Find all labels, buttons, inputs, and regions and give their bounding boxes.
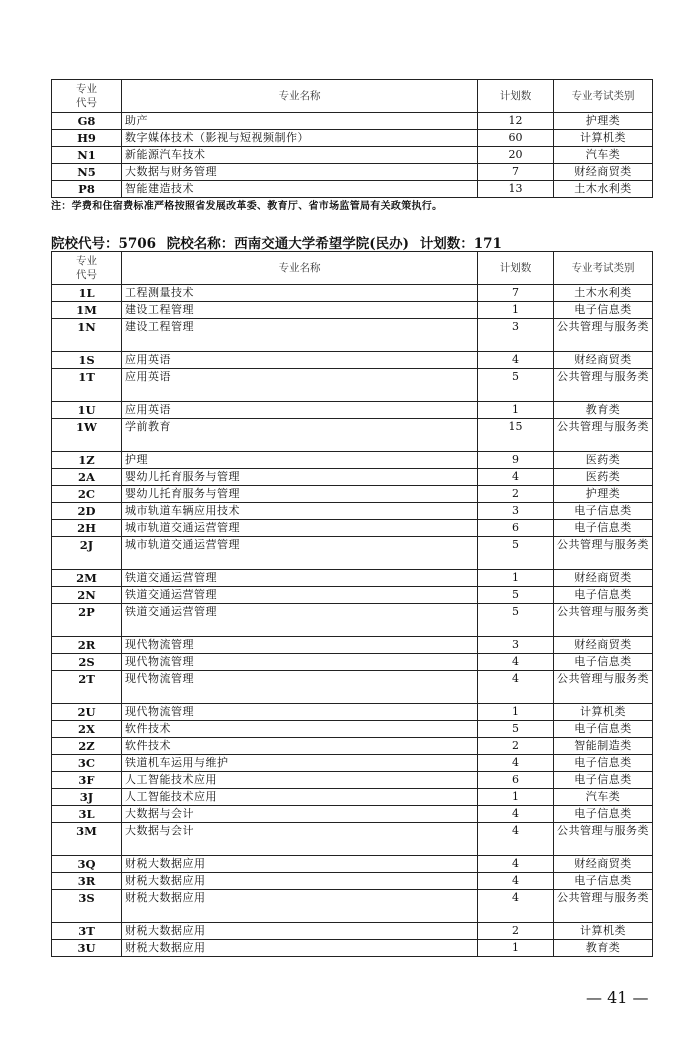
table-row (52, 302, 653, 319)
cell-exam-category: 电子信息类 (554, 772, 653, 789)
table-row (52, 637, 653, 654)
cell-exam-category: 电子信息类 (554, 587, 653, 604)
cell-code: 1Z (52, 452, 122, 469)
cell-exam-category: 电子信息类 (554, 806, 653, 823)
cell-exam-category: 电子信息类 (554, 503, 653, 520)
cell-major-name: 建设工程管理 (122, 302, 478, 319)
cell-exam-category: 护理类 (554, 113, 653, 130)
cell-code: N5 (52, 164, 122, 181)
page-number: — 41 — (586, 988, 649, 1007)
cell-plan-count: 60 (478, 130, 554, 147)
table-body (52, 252, 653, 957)
cell-major-name: 应用英语 (122, 352, 478, 369)
table-row (52, 873, 653, 890)
cell-plan-count: 4 (478, 469, 554, 486)
table-row (52, 721, 653, 738)
cell-code: 2S (52, 654, 122, 671)
cell-code: P8 (52, 181, 122, 198)
school-name: 院校名称：西南交通大学希望学院(民办) (166, 236, 410, 252)
fee-note: 注：学费和住宿费标准严格按照省发展改革委、教育厅、省市场监管局有关政策执行。 (51, 201, 443, 212)
cell-major-name: 城市轨道交通运营管理 (122, 537, 478, 570)
table-row (52, 285, 653, 302)
table-row (52, 806, 653, 823)
cell-plan-count: 5 (478, 537, 554, 570)
cell-code: 3F (52, 772, 122, 789)
cell-code: 2N (52, 587, 122, 604)
cell-major-name: 城市轨道交通运营管理 (122, 520, 478, 537)
cell-major-name: 学前教育 (122, 419, 478, 452)
cell-exam-category: 教育类 (554, 402, 653, 419)
table-row (52, 604, 653, 637)
table-row (52, 503, 653, 520)
header-name: 专业名称 (122, 252, 478, 285)
cell-plan-count: 4 (478, 856, 554, 873)
cell-code: 1N (52, 319, 122, 352)
cell-major-name: 铁道机车运用与维护 (122, 755, 478, 772)
cell-major-name: 城市轨道车辆应用技术 (122, 503, 478, 520)
header-code: 专业 代号 (52, 252, 122, 285)
table-row (52, 402, 653, 419)
cell-major-name: 大数据与财务管理 (122, 164, 478, 181)
cell-exam-category: 汽车类 (554, 789, 653, 806)
table-row (52, 923, 653, 940)
table-row (52, 319, 653, 352)
table-body (52, 80, 653, 198)
cell-plan-count: 1 (478, 302, 554, 319)
cell-major-name: 铁道交通运营管理 (122, 570, 478, 587)
cell-exam-category: 电子信息类 (554, 302, 653, 319)
cell-major-name: 大数据与会计 (122, 806, 478, 823)
cell-plan-count: 5 (478, 604, 554, 637)
cell-exam-category: 财经商贸类 (554, 637, 653, 654)
cell-major-name: 现代物流管理 (122, 637, 478, 654)
cell-plan-count: 13 (478, 181, 554, 198)
cell-code: N1 (52, 147, 122, 164)
school-header (51, 232, 508, 252)
cell-code: 3S (52, 890, 122, 923)
table-plan-xinan-jiaotong-hope (51, 251, 653, 957)
cell-plan-count: 2 (478, 923, 554, 940)
table-row (52, 738, 653, 755)
cell-code: 2C (52, 486, 122, 503)
cell-major-name: 工程测量技术 (122, 285, 478, 302)
cell-exam-category: 医药类 (554, 469, 653, 486)
cell-plan-count: 4 (478, 873, 554, 890)
cell-exam-category: 财经商贸类 (554, 570, 653, 587)
table-row (52, 823, 653, 856)
header-code: 专业 代号 (52, 80, 122, 113)
cell-plan-count: 1 (478, 704, 554, 721)
cell-plan-count: 2 (478, 738, 554, 755)
table-row (52, 452, 653, 469)
cell-major-name: 现代物流管理 (122, 671, 478, 704)
cell-plan-count: 1 (478, 402, 554, 419)
cell-plan-count: 4 (478, 890, 554, 923)
cell-plan-count: 7 (478, 285, 554, 302)
cell-plan-count: 4 (478, 823, 554, 856)
cell-code: 2H (52, 520, 122, 537)
header-count: 计划数 (478, 252, 554, 285)
cell-code: 3U (52, 940, 122, 957)
header-category: 专业考试类别 (554, 80, 653, 113)
table-row (52, 419, 653, 452)
table-row (52, 113, 653, 130)
table-row (52, 856, 653, 873)
cell-code: 2A (52, 469, 122, 486)
cell-code: 2J (52, 537, 122, 570)
cell-code: 3Q (52, 856, 122, 873)
cell-plan-count: 3 (478, 319, 554, 352)
table-row (52, 587, 653, 604)
cell-exam-category: 土木水利类 (554, 285, 653, 302)
cell-major-name: 应用英语 (122, 402, 478, 419)
cell-major-name: 软件技术 (122, 721, 478, 738)
cell-code: 2T (52, 671, 122, 704)
table-row (52, 570, 653, 587)
table-row (52, 772, 653, 789)
cell-exam-category: 土木水利类 (554, 181, 653, 198)
cell-plan-count: 12 (478, 113, 554, 130)
school-plan-count: 计划数：171 (419, 236, 502, 252)
cell-code: 3L (52, 806, 122, 823)
table-row (52, 940, 653, 957)
cell-exam-category: 电子信息类 (554, 520, 653, 537)
cell-plan-count: 4 (478, 671, 554, 704)
cell-code: 1U (52, 402, 122, 419)
table-row (52, 671, 653, 704)
cell-exam-category: 电子信息类 (554, 755, 653, 772)
table-row (52, 890, 653, 923)
cell-major-name: 铁道交通运营管理 (122, 587, 478, 604)
school-code: 院校代号：5706 (51, 236, 157, 252)
cell-code: 1M (52, 302, 122, 319)
table-row (52, 369, 653, 402)
cell-major-name: 财税大数据应用 (122, 873, 478, 890)
cell-code: 3R (52, 873, 122, 890)
cell-plan-count: 6 (478, 772, 554, 789)
cell-exam-category: 公共管理与服务类 (554, 823, 653, 856)
cell-code: 1T (52, 369, 122, 402)
table-row (52, 704, 653, 721)
cell-code: 3M (52, 823, 122, 856)
cell-major-name: 财税大数据应用 (122, 923, 478, 940)
cell-major-name: 软件技术 (122, 738, 478, 755)
cell-exam-category: 智能制造类 (554, 738, 653, 755)
table-row (52, 469, 653, 486)
cell-code: 2U (52, 704, 122, 721)
cell-exam-category: 电子信息类 (554, 721, 653, 738)
cell-code: G8 (52, 113, 122, 130)
cell-plan-count: 1 (478, 570, 554, 587)
cell-major-name: 应用英语 (122, 369, 478, 402)
header-category: 专业考试类别 (554, 252, 653, 285)
cell-plan-count: 15 (478, 419, 554, 452)
cell-plan-count: 7 (478, 164, 554, 181)
cell-code: 1S (52, 352, 122, 369)
cell-plan-count: 5 (478, 721, 554, 738)
header-count: 计划数 (478, 80, 554, 113)
cell-major-name: 人工智能技术应用 (122, 789, 478, 806)
cell-code: 2M (52, 570, 122, 587)
table-header-row (52, 252, 653, 285)
cell-exam-category: 公共管理与服务类 (554, 369, 653, 402)
cell-plan-count: 4 (478, 806, 554, 823)
cell-code: 3T (52, 923, 122, 940)
cell-exam-category: 财经商贸类 (554, 352, 653, 369)
cell-code: 3C (52, 755, 122, 772)
cell-major-name: 新能源汽车技术 (122, 147, 478, 164)
cell-exam-category: 财经商贸类 (554, 164, 653, 181)
table-row (52, 181, 653, 198)
cell-plan-count: 9 (478, 452, 554, 469)
cell-exam-category: 计算机类 (554, 704, 653, 721)
cell-plan-count: 20 (478, 147, 554, 164)
table-plan-previous-school (51, 79, 653, 198)
table-row (52, 130, 653, 147)
table-row (52, 789, 653, 806)
table-row (52, 755, 653, 772)
cell-exam-category: 护理类 (554, 486, 653, 503)
cell-exam-category: 电子信息类 (554, 873, 653, 890)
cell-major-name: 财税大数据应用 (122, 856, 478, 873)
cell-major-name: 铁道交通运营管理 (122, 604, 478, 637)
cell-plan-count: 3 (478, 503, 554, 520)
cell-plan-count: 1 (478, 940, 554, 957)
cell-exam-category: 财经商贸类 (554, 856, 653, 873)
cell-exam-category: 教育类 (554, 940, 653, 957)
cell-exam-category: 公共管理与服务类 (554, 671, 653, 704)
cell-plan-count: 2 (478, 486, 554, 503)
cell-exam-category: 计算机类 (554, 923, 653, 940)
cell-major-name: 婴幼儿托育服务与管理 (122, 486, 478, 503)
cell-code: 2Z (52, 738, 122, 755)
cell-major-name: 智能建造技术 (122, 181, 478, 198)
cell-plan-count: 4 (478, 352, 554, 369)
cell-code: 1W (52, 419, 122, 452)
cell-exam-category: 公共管理与服务类 (554, 419, 653, 452)
table-row (52, 352, 653, 369)
cell-plan-count: 5 (478, 369, 554, 402)
table-row (52, 520, 653, 537)
cell-major-name: 现代物流管理 (122, 704, 478, 721)
table-row (52, 147, 653, 164)
table-row (52, 164, 653, 181)
cell-code: 1L (52, 285, 122, 302)
cell-exam-category: 公共管理与服务类 (554, 604, 653, 637)
cell-plan-count: 4 (478, 755, 554, 772)
table-row (52, 654, 653, 671)
table-row (52, 537, 653, 570)
table-row (52, 486, 653, 503)
cell-code: 2R (52, 637, 122, 654)
cell-exam-category: 汽车类 (554, 147, 653, 164)
cell-major-name: 助产 (122, 113, 478, 130)
cell-exam-category: 电子信息类 (554, 654, 653, 671)
cell-plan-count: 1 (478, 789, 554, 806)
cell-plan-count: 5 (478, 587, 554, 604)
cell-major-name: 数字媒体技术（影视与短视频制作） (122, 130, 478, 147)
cell-code: H9 (52, 130, 122, 147)
cell-exam-category: 医药类 (554, 452, 653, 469)
cell-code: 2P (52, 604, 122, 637)
cell-exam-category: 公共管理与服务类 (554, 537, 653, 570)
cell-exam-category: 公共管理与服务类 (554, 319, 653, 352)
cell-exam-category: 计算机类 (554, 130, 653, 147)
cell-major-name: 婴幼儿托育服务与管理 (122, 469, 478, 486)
cell-major-name: 建设工程管理 (122, 319, 478, 352)
cell-plan-count: 4 (478, 654, 554, 671)
cell-code: 3J (52, 789, 122, 806)
cell-plan-count: 6 (478, 520, 554, 537)
cell-code: 2X (52, 721, 122, 738)
cell-major-name: 财税大数据应用 (122, 890, 478, 923)
cell-exam-category: 公共管理与服务类 (554, 890, 653, 923)
cell-major-name: 人工智能技术应用 (122, 772, 478, 789)
table-header-row (52, 80, 653, 113)
cell-code: 2D (52, 503, 122, 520)
cell-major-name: 大数据与会计 (122, 823, 478, 856)
cell-plan-count: 3 (478, 637, 554, 654)
header-name: 专业名称 (122, 80, 478, 113)
cell-major-name: 财税大数据应用 (122, 940, 478, 957)
cell-major-name: 现代物流管理 (122, 654, 478, 671)
cell-major-name: 护理 (122, 452, 478, 469)
